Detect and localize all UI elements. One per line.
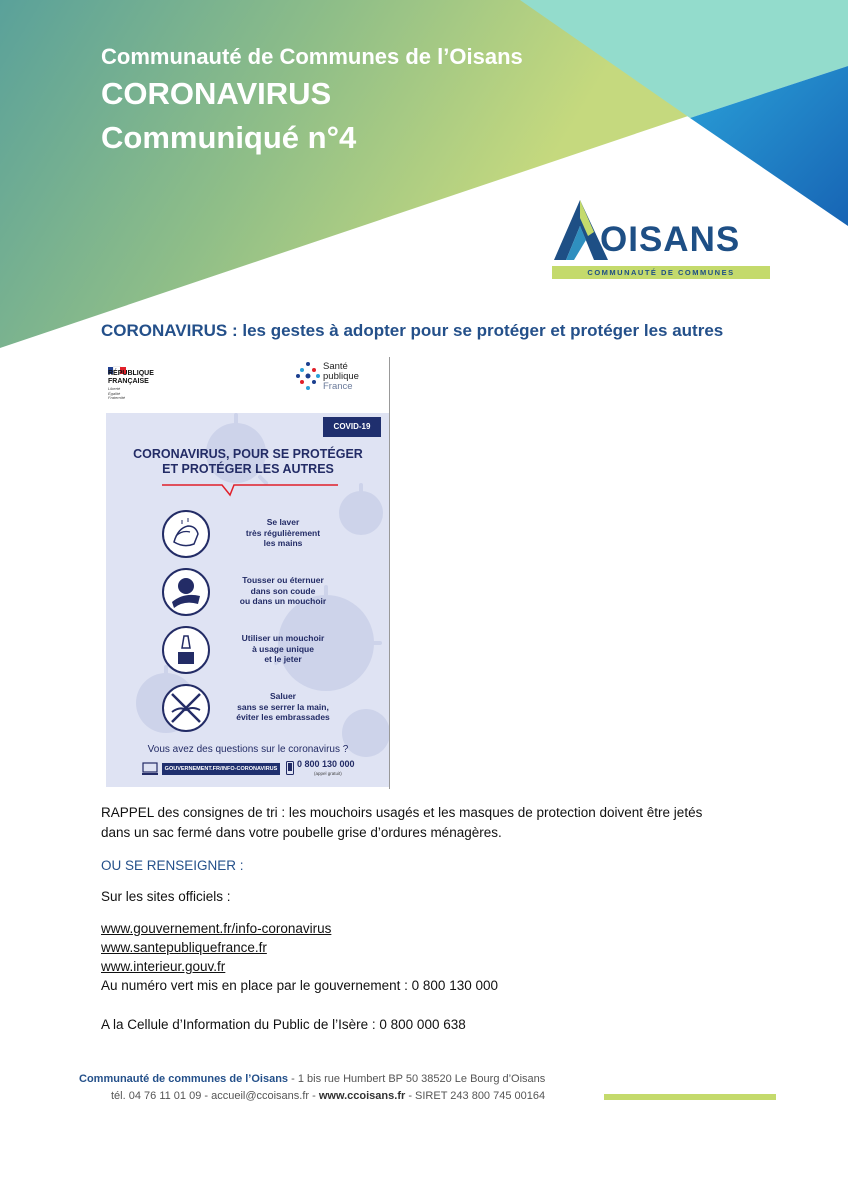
info-heading: OU SE RENSEIGNER :: [101, 858, 244, 873]
document-title: CORONAVIRUS: [101, 76, 332, 111]
poster-title: CORONAVIRUS, POUR SE PROTÉGER ET PROTÉGER LES AUTRES: [133, 447, 363, 476]
speech-underline-icon: [162, 483, 338, 497]
footer-website[interactable]: www.ccoisans.fr: [318, 1090, 406, 1102]
covid-badge: COVID-19: [323, 417, 381, 437]
poster-url: GOUVERNEMENT.FR/INFO-CORONAVIRUS: [162, 763, 280, 775]
gesture-text-2: Tousser ou éternuer dans son coude ou dans un mouchoir: [239, 575, 327, 606]
logo-tagline: COMMUNAUTÉ DE COMMUNES: [587, 268, 735, 277]
no-handshake-icon: [162, 684, 210, 732]
footer-phone-email: tél. 04 76 11 01 09 - accueil@ccoisans.fr -: [111, 1090, 319, 1102]
hotline-text: Au numéro vert mis en place par le gouvernement : 0 800 130 000: [101, 978, 498, 993]
cough-elbow-icon: [162, 568, 210, 616]
gesture-text-1: Se laver très régulièrement les mains: [245, 517, 321, 548]
footer-address-text: - 1 bis rue Humbert BP 50 38520 Le Bourg d’Oisans: [288, 1073, 546, 1085]
sante-publique-label: Santé publique France: [323, 361, 359, 392]
computer-icon: [142, 762, 158, 775]
footer-org: Communauté de communes de l’Oisans: [79, 1073, 289, 1085]
logo-tagline-bar: [552, 266, 770, 279]
french-flag-icon: [108, 361, 126, 368]
handwash-icon: [162, 510, 210, 558]
poster-body: [106, 413, 390, 787]
document-subtitle: Communiqué n°4: [101, 120, 357, 155]
sante-publique-logo-icon: [296, 361, 320, 391]
section-heading: CORONAVIRUS : les gestes à adopter pour se protéger et protéger les autres: [101, 321, 724, 340]
link-gouvernement[interactable]: www.gouvernement.fr/info-coronavirus: [101, 921, 332, 936]
gesture-text-4: Saluer sans se serrer la main, éviter les embrassades: [236, 691, 330, 722]
organization-title: Communauté de Communes de l’Oisans: [101, 44, 523, 69]
footer-address: [79, 1073, 545, 1085]
poster-phone-note: (appel gratuit): [314, 771, 342, 776]
reminder-line-1: RAPPEL des consignes de tri : les mouchoirs usagés et les masques de protection doivent être jetés: [101, 805, 703, 820]
sites-intro: Sur les sites officiels :: [101, 889, 231, 904]
poster-phone: 0 800 130 000: [297, 759, 355, 769]
poster-question: Vous avez des questions sur le coronavirus ?: [147, 744, 349, 755]
republique-label: RÉPUBLIQUE FRANÇAISE: [108, 370, 154, 385]
phone-icon: [286, 761, 294, 775]
reminder-line-2: dans un sac fermé dans votre poubelle grise d’ordures ménagères.: [101, 825, 502, 840]
link-santepublique[interactable]: www.santepubliquefrance.fr: [101, 940, 267, 955]
oisans-logo: [550, 198, 772, 282]
footer-siret: - SIRET 243 800 745 00164: [405, 1090, 546, 1102]
gesture-text-3: Utiliser un mouchoir à usage unique et le jeter: [241, 633, 325, 664]
republique-motto: Liberté Égalité Fraternité: [108, 386, 126, 400]
covid-poster: [106, 357, 390, 787]
footer-accent-bar: [604, 1094, 776, 1100]
cellule-text: A la Cellule d’Information du Public de l’Isère : 0 800 000 638: [101, 1017, 466, 1032]
tissue-bin-icon: [162, 626, 210, 674]
logo-wordmark: OISANS: [600, 220, 741, 259]
poster-divider: [389, 357, 390, 789]
footer-contact: [111, 1090, 545, 1102]
poster-header: [106, 357, 390, 413]
link-interieur[interactable]: www.interieur.gouv.fr: [101, 959, 226, 974]
